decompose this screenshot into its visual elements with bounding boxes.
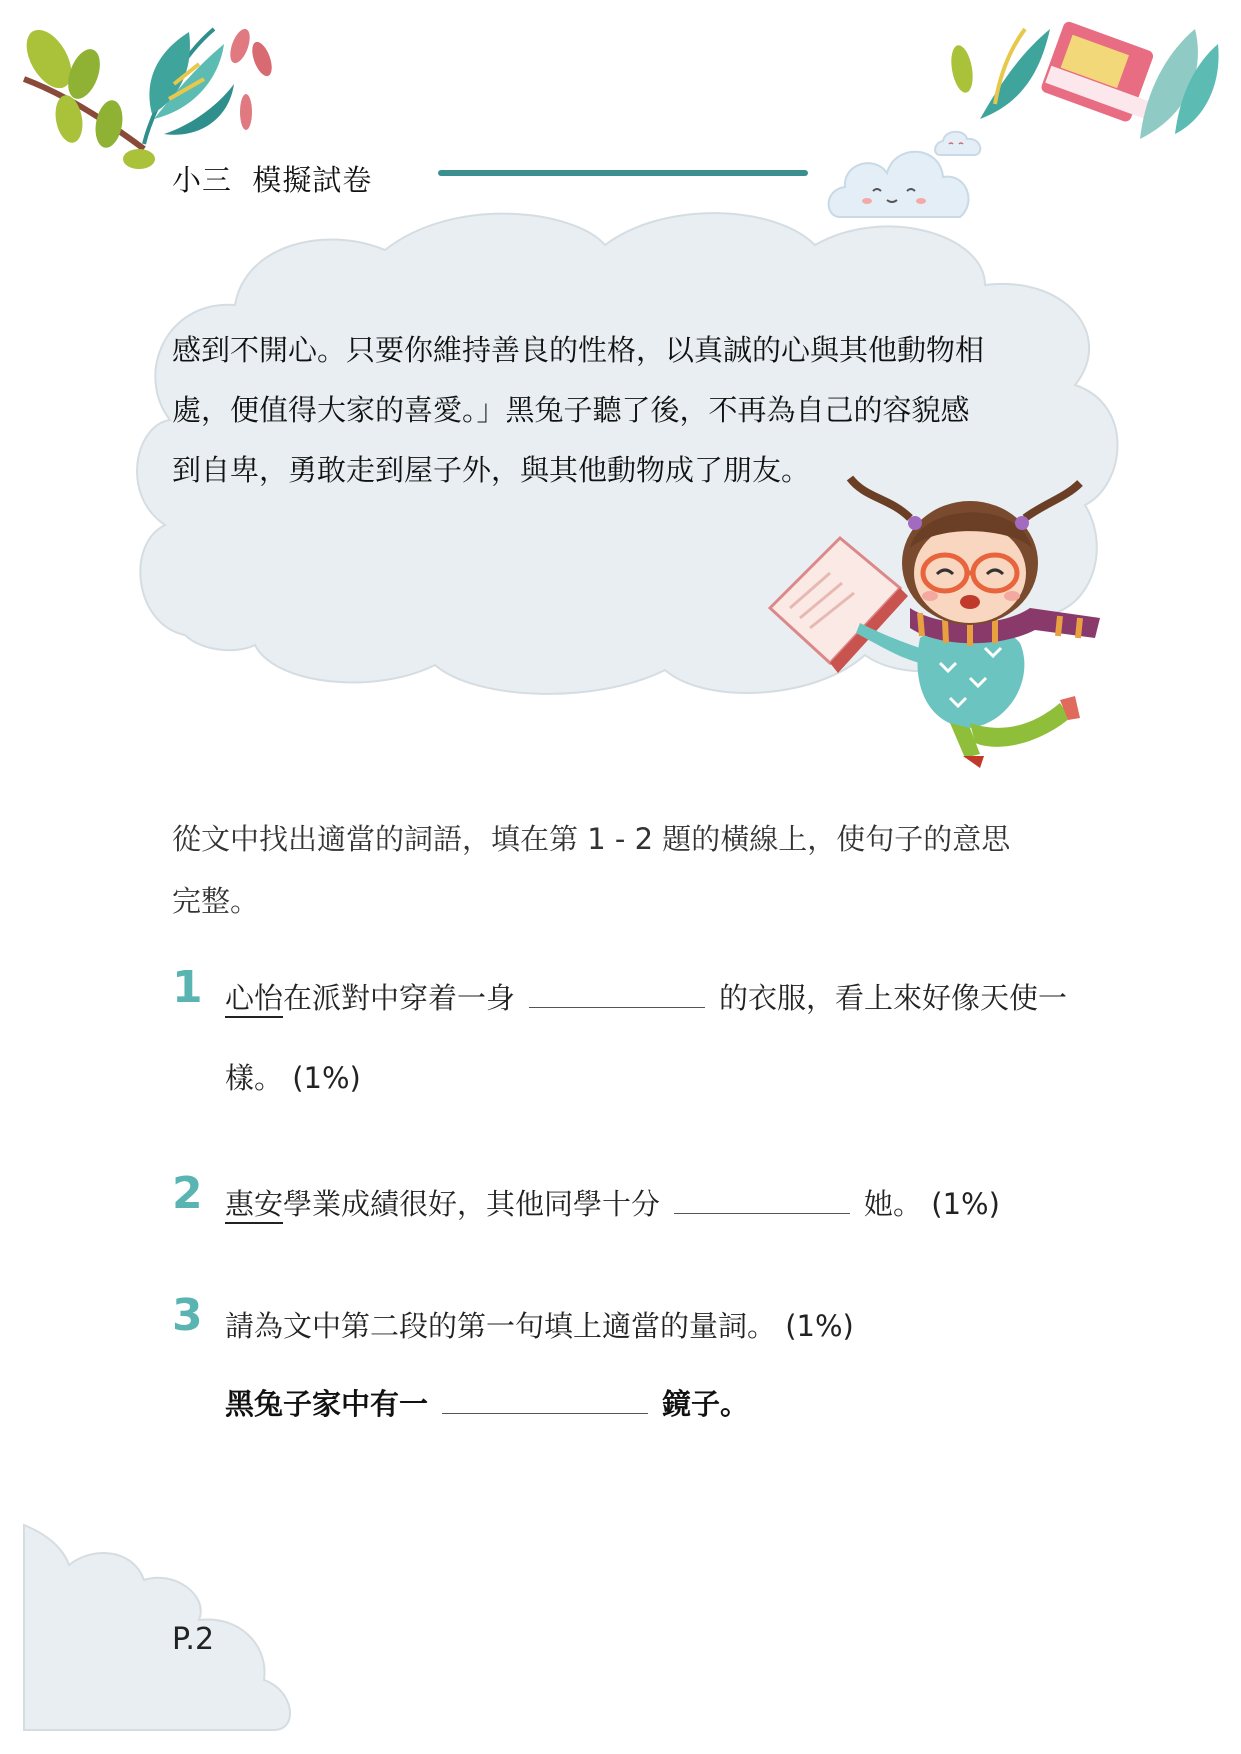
header-divider [438, 170, 808, 176]
reading-passage [172, 320, 1102, 500]
question-2-text-after: 她。 (1%) [864, 1187, 1000, 1221]
answer-text-after: 鏡子。 [662, 1387, 750, 1421]
question-1-line2: 樣。 (1%) [225, 1061, 361, 1095]
question-1-text-before: 在派對中穿着一身 [283, 981, 516, 1015]
instruction-line: 從文中找出適當的詞語，填在第 1 - 2 題的橫線上，使句子的意思 [172, 822, 1011, 856]
girl-reading-book-illustration [770, 478, 1130, 768]
question-3-text: 請為文中第二段的第一句填上適當的量詞。 (1%) [225, 1309, 854, 1343]
question-instructions [172, 808, 1102, 932]
proper-name-underlined: 惠安 [225, 1187, 284, 1221]
page-header-title: 小三 模擬試卷 [172, 163, 373, 197]
footer-cloud-background [24, 1525, 304, 1730]
passage-line: 到自卑，勇敢走到屋子外，與其他動物成了朋友。 [172, 453, 811, 487]
proper-name-underlined: 心怡 [225, 981, 284, 1015]
passage-line: 感到不開心。只要你維持善良的性格，以真誠的心與其他動物相 [172, 333, 985, 367]
answer-blank-2[interactable] [674, 1191, 850, 1214]
question-number-2: 2 [172, 1168, 203, 1219]
question-number-3: 3 [172, 1290, 203, 1341]
page-number: P.2 [172, 1622, 215, 1657]
question-1-text [225, 976, 1067, 1017]
instruction-line: 完整。 [172, 884, 260, 918]
question-number-1: 1 [172, 962, 203, 1013]
question-2-text [225, 1182, 1000, 1223]
question-3-answer-line [225, 1382, 749, 1423]
question-1-text-after: 的衣服，看上來好像天使一 [719, 981, 1068, 1015]
answer-blank-3[interactable] [442, 1391, 648, 1414]
answer-blank-1[interactable] [529, 985, 705, 1008]
passage-line: 處，便值得大家的喜愛。」黑兔子聽了後，不再為自己的容貌感 [172, 393, 970, 427]
question-2-text-before: 學業成績很好，其他同學十分 [283, 1187, 661, 1221]
leaf-decoration-top-left [24, 24, 264, 174]
answer-text-before: 黑兔子家中有一 [225, 1387, 429, 1421]
